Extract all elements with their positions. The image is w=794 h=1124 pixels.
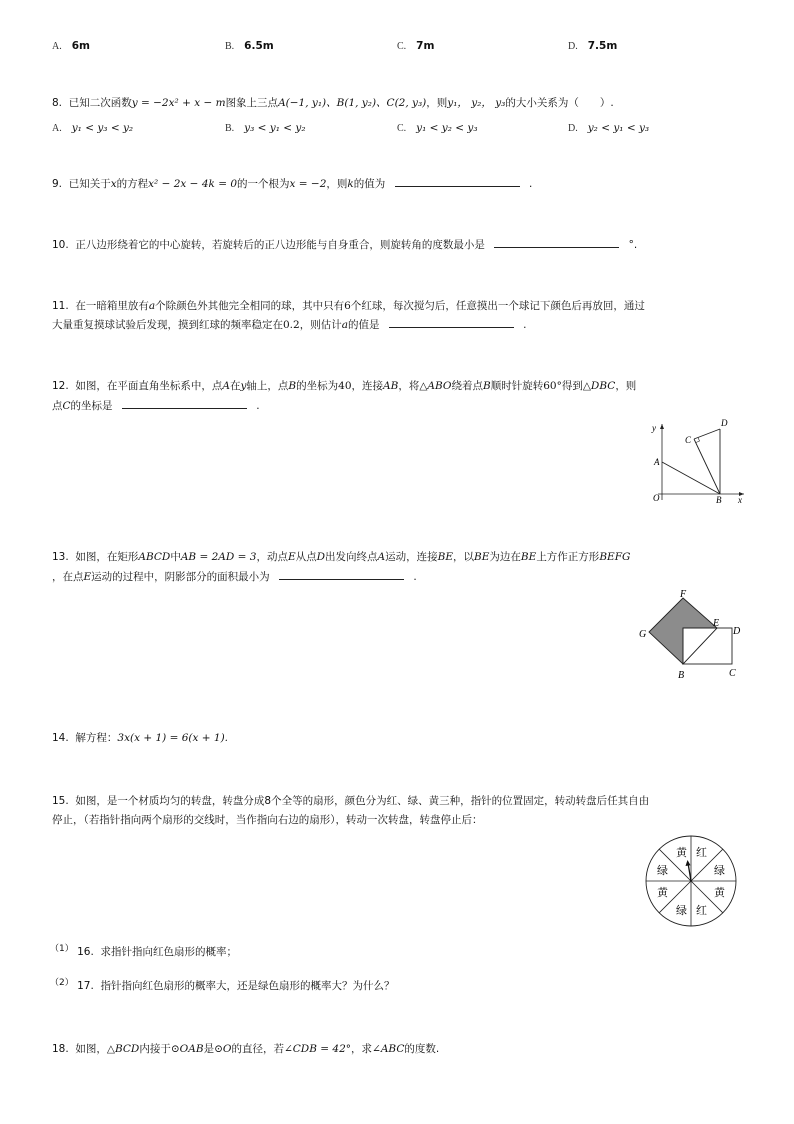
q9-var: x xyxy=(110,178,117,190)
q12-text: ，连接 xyxy=(351,380,384,392)
option-label: C. xyxy=(397,123,407,134)
q18-var: ⊙O xyxy=(170,1043,189,1055)
q8-option-d xyxy=(568,122,649,134)
label-a: A xyxy=(654,457,660,467)
q13-text: 出发向终点 xyxy=(325,551,378,563)
q10-end: °. xyxy=(628,239,638,251)
option-label: C. xyxy=(397,41,407,52)
q8-option-b xyxy=(225,122,306,134)
q7-option-c xyxy=(397,40,434,52)
question-12-line-1 xyxy=(52,378,636,393)
question-11-line-1 xyxy=(52,298,645,313)
q13-text: 为边在 xyxy=(489,551,521,563)
q13-var: BEFG xyxy=(599,551,631,563)
sub-question-16 xyxy=(50,944,237,959)
option-text: y₁ < y₃ < y₂ xyxy=(71,122,134,134)
question-9 xyxy=(52,176,532,191)
sector-label: 黄 xyxy=(676,847,687,859)
label-e: E xyxy=(713,618,720,629)
option-text: y₂ < y₁ < y₃ xyxy=(587,122,650,134)
q7-option-d xyxy=(568,40,617,52)
q12-text: 得到 xyxy=(561,380,583,392)
spinner-figure xyxy=(643,833,739,929)
q18-text: 的直径，若 xyxy=(231,1043,284,1055)
label-b: B xyxy=(678,670,685,681)
q12-text: 的坐标是 xyxy=(70,400,113,412)
question-number: 12. xyxy=(52,380,69,392)
q13-text: 中 xyxy=(170,551,181,563)
segment-bc xyxy=(694,439,720,494)
q13-text: ，在点 xyxy=(52,571,84,583)
label-y: y xyxy=(652,423,656,433)
q12-text: 在 xyxy=(229,380,241,392)
question-number: 9. xyxy=(52,178,63,190)
q15-text: 停止，（若指针指向两个扇形的交线时，当作指向右边的扇形），转动一次转盘，转盘停止后： xyxy=(52,814,483,826)
q12-var: B xyxy=(483,380,491,392)
q9-text: 已知关于 xyxy=(68,178,111,190)
option-label: D. xyxy=(568,41,578,52)
q13-var: BE xyxy=(437,551,454,563)
question-number: 8. xyxy=(52,97,63,109)
question-14 xyxy=(52,730,228,745)
segment-cd xyxy=(694,429,720,439)
q18-text: 如图， xyxy=(75,1043,107,1055)
question-number: 10. xyxy=(52,239,69,251)
question-number: 11. xyxy=(52,300,69,312)
q12-var: A xyxy=(222,380,230,392)
q8-formula: y = −2x² + x − m xyxy=(131,97,226,109)
q13-text: 运动，连接 xyxy=(385,551,438,563)
q13-text: ，动点 xyxy=(256,551,288,563)
label-x: x xyxy=(738,495,742,504)
option-label: A. xyxy=(52,41,62,52)
question-number: 15. xyxy=(52,795,69,807)
q12-var: B xyxy=(288,380,297,392)
q13-var: ABCD xyxy=(138,551,171,563)
q9-text: 的方程 xyxy=(116,178,149,190)
q9-end: . xyxy=(528,178,533,190)
label-f: F xyxy=(680,589,687,600)
option-label: D. xyxy=(568,123,578,134)
q8-points: A(−1, y₁)、B(1, y₂)、C(2, y₃) xyxy=(278,97,427,109)
q18-text: 是 xyxy=(203,1043,215,1055)
q13-text: ，以 xyxy=(453,551,475,563)
q11-text: 在一暗箱里放有 xyxy=(75,300,149,312)
segment-ab xyxy=(662,462,720,494)
q18-var: AB xyxy=(188,1043,204,1055)
q12-text: ，则 xyxy=(615,380,637,392)
q8-option-c xyxy=(397,122,478,134)
sector-label: 红 xyxy=(696,905,707,917)
q12-coord: 40 xyxy=(338,380,352,392)
q12-text: 顺时针旋转 xyxy=(490,380,544,392)
q11-text: 的值是 xyxy=(347,319,380,331)
q11-text: 个红球，每次搅匀后，任意摸出一个球记下颜色后再放回，通过 xyxy=(350,300,645,312)
q12-var: C xyxy=(62,400,71,412)
q12-var: △ABO xyxy=(419,380,452,392)
question-11-line-2 xyxy=(52,317,527,332)
sub-question-text: 求指针指向红色扇形的概率； xyxy=(100,946,237,958)
q13-text: 如图，在矩形 xyxy=(75,551,139,563)
q11-end: . xyxy=(523,319,527,331)
q8-text: 的大小关系为（ ）. xyxy=(505,97,614,109)
label-c: C xyxy=(685,435,692,445)
q9-text: 的一个根为 xyxy=(237,178,290,190)
option-text: y₃ < y₁ < y₂ xyxy=(244,122,306,134)
q7-option-b xyxy=(225,40,274,52)
q13-end: . xyxy=(413,571,417,583)
q13-eq: AB = 2AD = 3 xyxy=(180,551,257,563)
sector-label: 红 xyxy=(696,847,707,859)
q13-figure xyxy=(636,588,746,682)
question-10 xyxy=(52,237,637,252)
q12-var: y xyxy=(240,380,247,392)
answer-blank[interactable] xyxy=(395,176,520,187)
label-d: D xyxy=(721,418,728,428)
label-d: D xyxy=(733,626,741,637)
option-label: A. xyxy=(52,123,62,134)
option-text: 7.5m xyxy=(587,40,618,52)
question-number: 14. xyxy=(52,732,69,744)
q18-text: ，求 xyxy=(351,1043,373,1055)
q8-option-a xyxy=(52,122,133,134)
sub-question-17 xyxy=(50,978,394,993)
q13-text: 上方作正方形 xyxy=(536,551,600,563)
q11-num: 6 xyxy=(344,300,351,312)
question-number: 16. xyxy=(77,946,94,958)
q8-vars: y₁， y₂， y₃ xyxy=(447,97,506,109)
q8-text: 已知二次函数 xyxy=(68,97,132,109)
sub-question-text: 指针指向红色扇形的概率大，还是绿色扇形的概率大？为什么？ xyxy=(100,980,395,992)
q11-text: 个除颜色外其他完全相同的球，其中只有 xyxy=(155,300,345,312)
q12-text: 如图，在平面直角坐标系中，点 xyxy=(75,380,223,392)
sub-tag: （1） xyxy=(50,944,74,954)
q10-text: 正八边形绕着它的中心旋转，若旋转后的正八边形能与自身重合，则旋转角的度数最小是 xyxy=(75,239,485,251)
y-axis-arrow xyxy=(660,424,664,429)
q8-text: ，则 xyxy=(426,97,448,109)
q13-var: E xyxy=(83,571,92,583)
label-b: B xyxy=(716,495,722,504)
q13-var: D xyxy=(316,551,326,563)
q12-var: AB xyxy=(383,380,399,392)
sector-label: 黄 xyxy=(657,887,668,899)
label-c: C xyxy=(729,668,736,679)
q14-formula: 3x(x + 1) = 6(x + 1). xyxy=(117,732,229,744)
q18-text: 内接于 xyxy=(139,1043,171,1055)
q9-text: 的值为 xyxy=(353,178,386,190)
option-text: y₁ < y₂ < y₃ xyxy=(416,122,478,134)
option-label: B. xyxy=(225,123,235,134)
q12-text: 绕着点 xyxy=(451,380,484,392)
q13-text: 运动的过程中，阴影部分的面积最小为 xyxy=(91,571,270,583)
sector-label: 黄 xyxy=(714,887,725,899)
q12-text: 的坐标为 xyxy=(296,380,339,392)
triangle-abe xyxy=(683,628,717,664)
option-text: 7m xyxy=(416,40,435,52)
q8-text: 图象上三点 xyxy=(225,97,279,109)
question-13-line-1 xyxy=(52,549,630,564)
answer-blank[interactable] xyxy=(122,398,247,409)
q14-text: 解方程： xyxy=(75,732,118,744)
question-12-line-2 xyxy=(52,398,260,413)
question-18 xyxy=(52,1041,439,1056)
question-13-line-2 xyxy=(52,569,417,584)
q7-option-a xyxy=(52,40,90,52)
q18-var: ⊙O xyxy=(214,1043,232,1055)
label-g: G xyxy=(639,629,647,640)
q11-var: a xyxy=(341,319,348,331)
answer-blank[interactable] xyxy=(279,569,404,580)
question-8 xyxy=(52,95,614,110)
question-15-line-1 xyxy=(52,793,649,808)
q9-root: x = −2 xyxy=(289,178,327,190)
label-o: O xyxy=(653,493,660,503)
option-text: 6.5m xyxy=(244,40,274,52)
q13-var: BE xyxy=(474,551,490,563)
q12-figure xyxy=(640,412,750,504)
answer-blank[interactable] xyxy=(494,237,619,248)
q9-k: k xyxy=(347,178,354,190)
q11-text: ，则估计 xyxy=(299,319,342,331)
option-text: 6m xyxy=(71,40,90,52)
sector-label: 绿 xyxy=(657,865,668,877)
q9-text: ，则 xyxy=(326,178,348,190)
question-number: 17. xyxy=(77,980,94,992)
q13-var: E xyxy=(287,551,296,563)
sub-tag: （2） xyxy=(50,978,74,988)
q18-var: △BCD xyxy=(106,1043,140,1055)
q18-var: ∠ABC xyxy=(372,1043,405,1055)
q12-angle: 60° xyxy=(543,380,562,392)
q11-var: a xyxy=(148,300,156,312)
q13-var: A xyxy=(377,551,386,563)
q13-text: 从点 xyxy=(295,551,317,563)
sector-label: 绿 xyxy=(676,905,687,917)
q11-freq: 0.2 xyxy=(283,319,300,331)
q12-end: . xyxy=(256,400,260,412)
q12-text: 轴上，点 xyxy=(246,380,289,392)
q18-angle: ∠CDB = 42° xyxy=(283,1043,352,1055)
sector-label: 绿 xyxy=(714,865,725,877)
option-label: B. xyxy=(225,41,235,52)
q11-text: 大量重复摸球试验后发现，摸到红球的频率稳定在 xyxy=(52,319,283,331)
q15-text: 如图，是一个材质均匀的转盘，转盘分成8个全等的扇形，颜色分为红、绿、黄三种，指针的位置固定，转动转盘后任其自由 xyxy=(75,795,650,807)
q12-text: ，将 xyxy=(398,380,420,392)
q9-formula: x² − 2x − 4k = 0 xyxy=(148,178,238,190)
question-15-line-2 xyxy=(52,812,483,827)
q13-var: BE xyxy=(520,551,537,563)
question-number: 13. xyxy=(52,551,69,563)
question-number: 18. xyxy=(52,1043,69,1055)
q18-text: 的度数. xyxy=(404,1043,440,1055)
q12-var: △DBC xyxy=(582,380,616,392)
q12-text: 点 xyxy=(52,400,63,412)
answer-blank[interactable] xyxy=(389,317,514,328)
